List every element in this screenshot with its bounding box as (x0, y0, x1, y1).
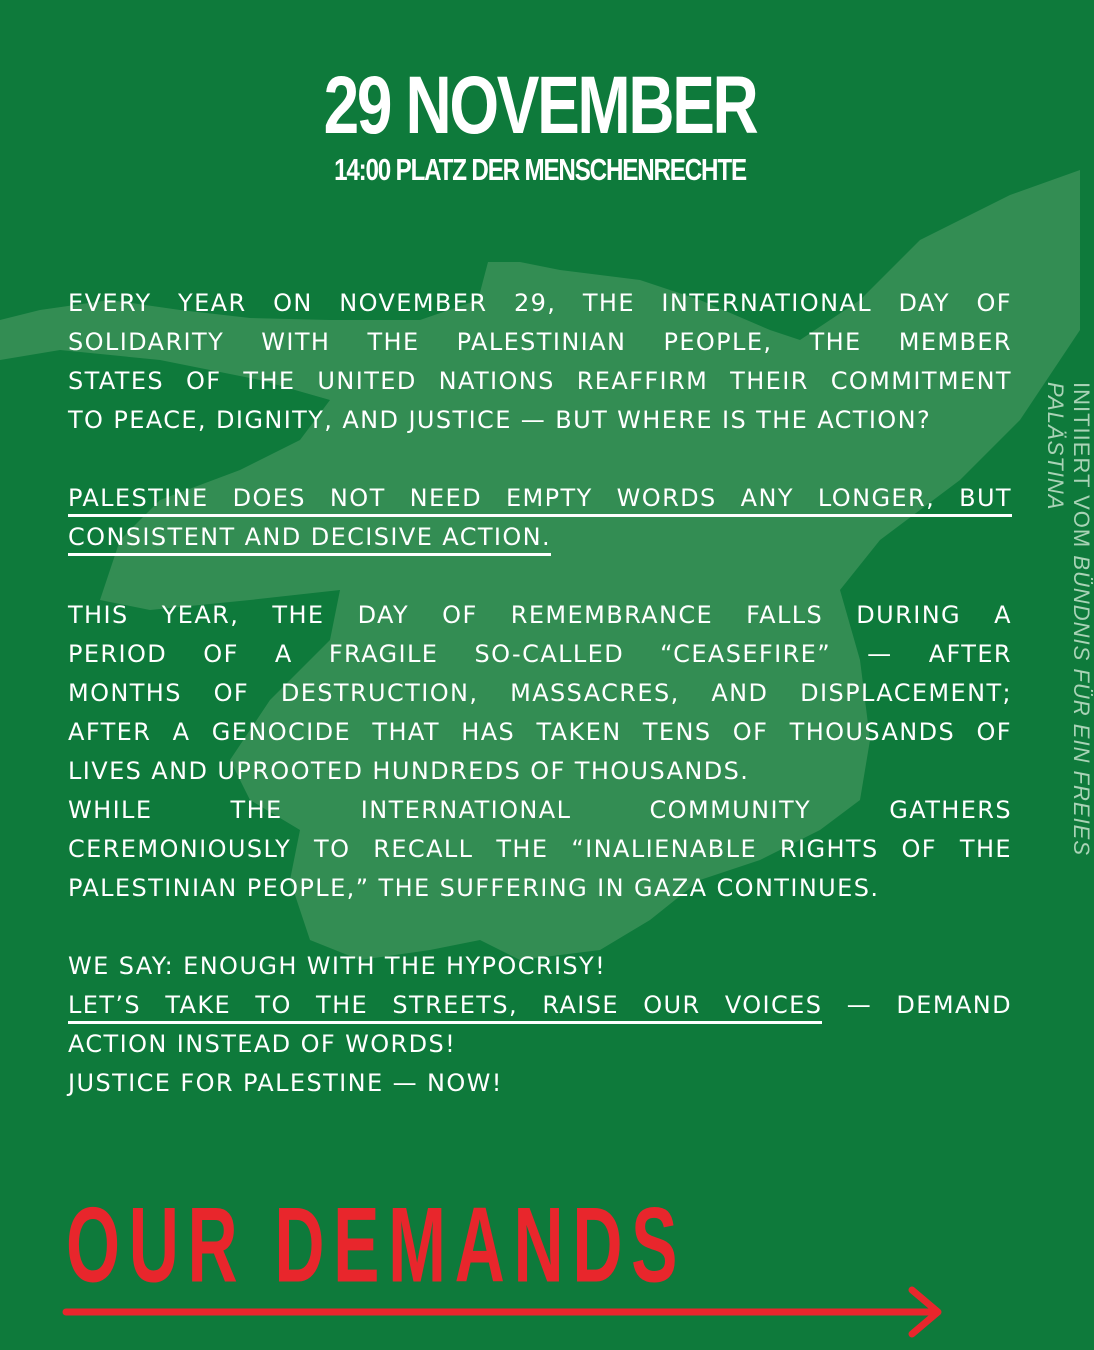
text-line: STATES OF THE UNITED NATIONS REAFFIRM THEIR COMMITMENT (68, 367, 1012, 395)
text-line: PALESTINIAN PEOPLE,” THE SUFFERING IN GAZA CONTINUES. (68, 874, 880, 902)
event-time-location: 14:00 PLATZ DER MENSCHENRECHTE (334, 152, 746, 187)
credit-organization: BÜNDNIS FÜR EIN FREIES PALÄSTINA (1043, 382, 1094, 857)
underlined-text: PALESTINE DOES NOT NEED EMPTY WORDS ANY LONGER, BUT (68, 484, 1012, 517)
statement-body (68, 284, 1012, 1142)
text-line: WE SAY: ENOUGH WITH THE HYPOCRISY! (68, 952, 607, 980)
text-line: TO PEACE, DIGNITY, AND JUSTICE — BUT WHERE IS THE ACTION? (68, 406, 932, 434)
our-demands-title: OUR DEMANDS (66, 1185, 687, 1305)
paragraph-context (68, 596, 1012, 908)
text-line: LIVES AND UPROOTED HUNDREDS OF THOUSANDS. (68, 757, 750, 785)
text-line: AFTER A GENOCIDE THAT HAS TAKEN TENS OF THOUSANDS OF (68, 718, 1012, 746)
event-header (0, 62, 1080, 186)
text-line: CEREMONIOUSLY TO RECALL THE “INALIENABLE RIGHTS OF THE (68, 835, 1012, 863)
paragraph-emphasis (68, 479, 1012, 557)
text-fragment: — DEMAND (822, 991, 1012, 1019)
text-line: EVERY YEAR ON NOVEMBER 29, THE INTERNATIONAL DAY OF (68, 289, 1012, 317)
text-line: ACTION INSTEAD OF WORDS! (68, 1030, 457, 1058)
initiator-credit (1042, 382, 1094, 982)
underlined-text: CONSISTENT AND DECISIVE ACTION. (68, 523, 551, 556)
text-line: SOLIDARITY WITH THE PALESTINIAN PEOPLE, THE MEMBER (68, 328, 1012, 356)
paragraph-call-to-action (68, 947, 1012, 1103)
arrow-right-icon (60, 1284, 950, 1340)
underlined-text: LET’S TAKE TO THE STREETS, RAISE OUR VOICES (68, 991, 822, 1024)
event-date: 29 NOVEMBER (323, 60, 757, 151)
text-line: JUSTICE FOR PALESTINE — NOW! (68, 1069, 503, 1097)
credit-prefix: INITIIERT VOM (1069, 382, 1094, 556)
text-line (68, 986, 1012, 1025)
text-line: WHILE THE INTERNATIONAL COMMUNITY GATHERS (68, 796, 1012, 824)
text-line: PERIOD OF A FRAGILE SO-CALLED “CEASEFIRE” — AFTER (68, 640, 1012, 668)
text-line: THIS YEAR, THE DAY OF REMEMBRANCE FALLS DURING A (68, 601, 1012, 629)
paragraph-intro (68, 284, 1012, 440)
text-line: MONTHS OF DESTRUCTION, MASSACRES, AND DISPLACEMENT; (68, 679, 1012, 707)
